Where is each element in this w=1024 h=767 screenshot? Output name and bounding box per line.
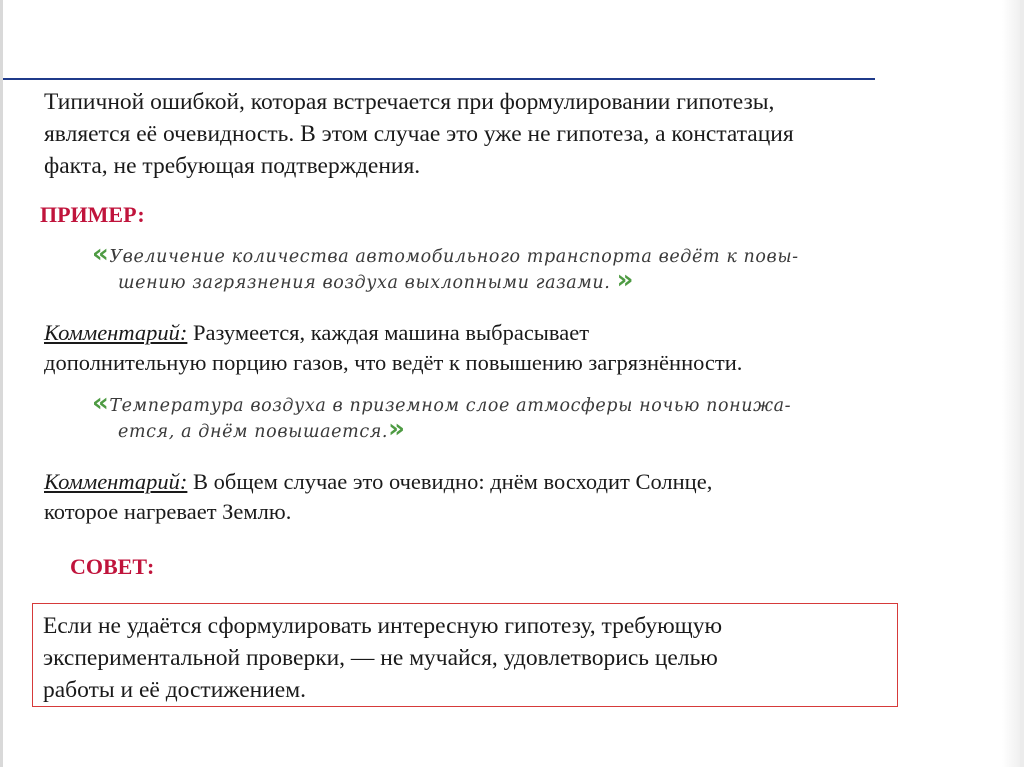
intro-line-2: является её очевидность. В этом случае это уже не гипотеза, а констатация — [44, 121, 794, 147]
comment-2-line-2: которое нагревает Землю. — [44, 499, 292, 524]
comment-1 — [44, 318, 944, 378]
slide-right-shadow — [1002, 0, 1020, 767]
example-quote-2 — [92, 388, 852, 445]
quote-1-text-1: Увеличение количества автомобильного транспорта ведёт к повы- — [109, 247, 799, 267]
quote-2-text-1: Температура воздуха в приземном слое атмосферы ночью понижа- — [109, 396, 792, 416]
advice-heading: СОВЕТ: — [70, 554, 155, 579]
comment-2 — [44, 467, 944, 527]
example-heading: ПРИМЕР: — [40, 202, 145, 227]
quote-2-text-2: ется, а днём повышается. — [118, 422, 389, 442]
quote-1-line-1 — [92, 239, 832, 270]
intro-paragraph — [44, 86, 944, 182]
title-divider-line — [3, 78, 875, 80]
comment-1-line-1 — [44, 318, 944, 348]
advice-line-3: работы и её достижением. — [43, 677, 306, 703]
comment-1-label: Комментарий: — [44, 320, 188, 345]
advice-line-2: экспериментальной проверки, — не мучайся, удовлетворись целью — [43, 645, 718, 671]
slide-left-edge — [0, 0, 3, 767]
quote-2-line-1 — [92, 388, 852, 419]
advice-box — [32, 603, 898, 707]
quote-2-line-2 — [92, 414, 852, 445]
comment-2-line-1 — [44, 467, 944, 497]
comment-1-line-2: дополнительную порцию газов, что ведёт к повышению загрязнённости. — [44, 350, 743, 375]
intro-line-1: Типичной ошибкой, которая встречается при формулировании гипотезы, — [44, 89, 775, 115]
close-quote-icon: » — [388, 414, 406, 444]
open-quote-icon: « — [92, 239, 110, 269]
example-quote-1 — [92, 239, 832, 296]
intro-line-3: факта, не требующая подтверждения. — [44, 153, 421, 179]
quote-1-line-2 — [92, 265, 832, 296]
quote-1-text-2: шению загрязнения воздуха выхлопными газами. — [118, 273, 611, 293]
slide-right-edge — [1020, 0, 1024, 767]
comment-1-text-1: Разумеется, каждая машина выбрасывает — [187, 320, 590, 345]
close-quote-icon: » — [616, 265, 635, 295]
advice-line-1: Если не удаётся сформулировать интересную гипотезу, требующую — [43, 613, 723, 639]
open-quote-icon: « — [92, 388, 110, 418]
comment-2-label: Комментарий: — [44, 469, 188, 494]
comment-2-text-1: В общем случае это очевидно: днём восходит Солнце, — [187, 469, 713, 494]
